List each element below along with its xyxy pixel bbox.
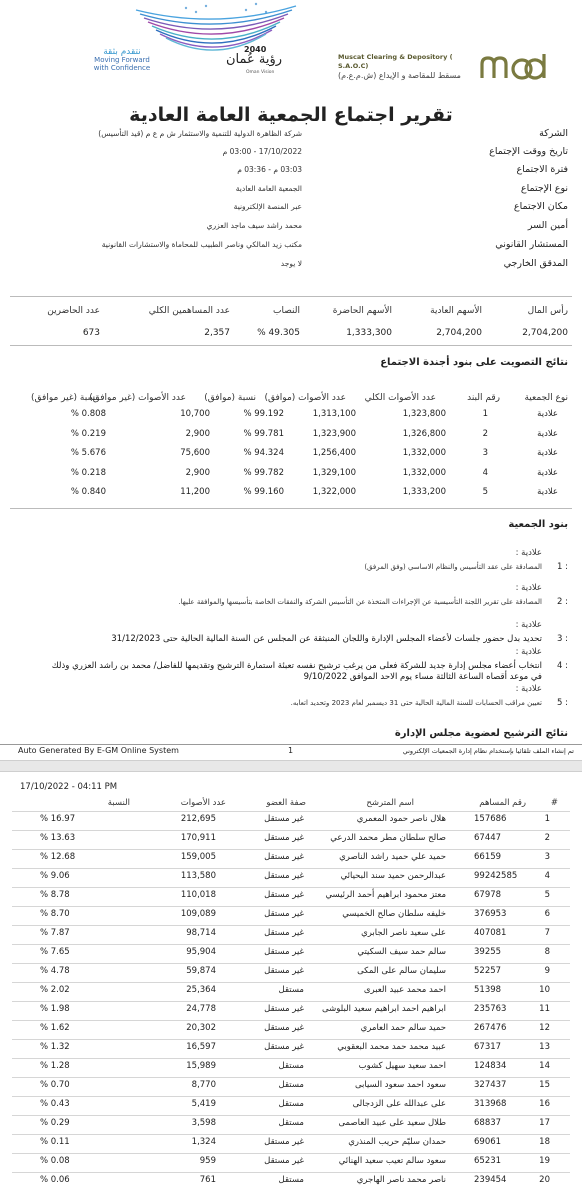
candidate-cell: غير مستقل <box>264 928 304 938</box>
item-type: علادية : <box>515 583 542 593</box>
candidate-cell: % 9.06 <box>40 871 70 881</box>
table-row-divider <box>12 1001 570 1002</box>
candidate-cell: ناصر محمد ناصر الهاجري <box>356 1175 446 1185</box>
voting-header: نسبة (موافق) <box>204 393 256 403</box>
table-row-divider <box>12 1058 570 1059</box>
candidate-cell: مستقل <box>278 985 304 995</box>
info-label: الشركة <box>539 128 568 139</box>
candidate-cell: 19 <box>539 1156 550 1166</box>
candidate-cell: % 12.68 <box>40 852 76 862</box>
voting-cell: علادية <box>537 467 558 478</box>
candidate-cell: % 0.08 <box>40 1156 70 1166</box>
item-type: علادية : <box>515 684 542 694</box>
info-label: تاريخ ووقت الإجتماع <box>489 146 568 157</box>
candidate-cell: 10 <box>539 985 550 995</box>
candidate-cell: حميد سالم حمد العامري <box>360 1023 446 1033</box>
candidate-cell: 327437 <box>474 1080 507 1090</box>
summary-header: الأسهم العادية <box>430 306 482 316</box>
vision-sub: Oman Vision <box>246 70 275 75</box>
candidate-cell: سعود احمد سعود السيابى <box>354 1080 446 1090</box>
voting-cell: 1,332,000 <box>402 467 446 478</box>
candidate-cell: % 1.62 <box>40 1023 70 1033</box>
candidate-cell: 1 <box>544 814 550 824</box>
candidate-cell: % 0.06 <box>40 1175 70 1185</box>
candidate-cell: حميد علي حميد راشد الناصري <box>339 852 446 862</box>
candidate-cell: 212,695 <box>180 814 216 824</box>
info-label: فترة الاجتماع <box>516 164 568 175</box>
candidate-cell: هلال ناصر حمود المعمري <box>356 814 446 824</box>
voting-cell: 3 <box>482 448 488 458</box>
summary-value: 2,704,200 <box>522 328 568 338</box>
candidate-cell: 2 <box>544 833 550 843</box>
voting-cell: 1,322,000 <box>312 487 356 497</box>
info-label: المدقق الخارجي <box>503 258 568 269</box>
candidate-cell: غير مستقل <box>264 947 304 957</box>
candidate-cell: % 7.87 <box>40 928 70 938</box>
item-type: علادية : <box>515 620 542 630</box>
summary-header: عدد المساهمين الكلي <box>148 306 230 316</box>
voting-cell: 2,900 <box>185 428 210 439</box>
voting-cell: علادية <box>537 428 558 439</box>
candidate-cell: % 0.43 <box>40 1099 70 1109</box>
candidate-cell: 20 <box>539 1175 550 1185</box>
candidate-cell: 3 <box>544 852 550 862</box>
report-page-2 <box>0 772 582 1200</box>
table-row-divider <box>12 830 570 831</box>
candidate-cell: احمد سعيد سهيل كشوب <box>358 1061 446 1071</box>
mcd-company-name: Muscat Clearing & Depository ( S.A.O.C) مسقط للمقاصة و الإيداع (ش.م.ع.م) <box>338 53 461 80</box>
candidate-cell: مستقل <box>278 1080 304 1090</box>
divider <box>10 508 572 509</box>
voting-cell: علادية <box>537 487 558 497</box>
candidate-cell: % 7.65 <box>40 947 70 957</box>
candidate-cell: غير مستقل <box>264 1004 304 1014</box>
summary-value: 2,704,200 <box>436 328 482 338</box>
candidate-cell: 124834 <box>474 1061 507 1071</box>
footer-generator: Auto Generated By E-GM Online System <box>18 746 179 755</box>
candidate-cell: 16 <box>539 1099 550 1109</box>
item-text: تحديد بدل حضور جلسات لأعضاء المجلس الإدارة واللجان المنبثقة عن المجلس عن السنة المالية الحالية حتى 31/12/2023 <box>111 634 542 644</box>
candidate-cell: غير مستقل <box>264 1156 304 1166</box>
voting-cell: % 99.781 <box>243 428 284 439</box>
info-value: شركة الظاهرة الدولية للتنمية والاستثمار ش م ع م (قيد التأسيس) <box>98 129 302 138</box>
vision-title: رؤية عُمان <box>226 52 283 67</box>
voting-header: عدد الأصوات (موافق) <box>264 393 346 403</box>
voting-cell: % 0.219 <box>70 428 106 439</box>
candidate-cell: 67978 <box>474 890 502 900</box>
candidate-cell: غير مستقل <box>264 814 304 824</box>
candidate-cell: 5 <box>544 890 550 900</box>
candidate-cell: غير مستقل <box>264 852 304 862</box>
summary-value: 2,357 <box>204 328 230 338</box>
info-value: 17/10/2022 - 03:00 م <box>222 147 302 156</box>
voting-cell: % 94.324 <box>243 448 284 458</box>
candidate-cell: 376953 <box>474 909 507 919</box>
table-row-divider <box>12 1039 570 1040</box>
info-value: مكتب زيد المالكي وناصر الطبيب للمحاماة والاستشارات القانونية <box>101 240 302 249</box>
info-label: أمين السر <box>527 220 568 231</box>
candidate-cell: 16,597 <box>186 1042 216 1052</box>
candidate-cell: 15,989 <box>186 1061 216 1071</box>
summary-header: الأسهم الحاضرة <box>332 306 392 316</box>
item-number: 3 : <box>557 634 568 644</box>
info-value: محمد راشد سيف ماجد العزري <box>206 221 302 230</box>
candidate-cell: 51398 <box>474 985 502 995</box>
candidate-cell: سالم حمد سيف السكيتي <box>357 947 446 957</box>
candidate-cell: مستقل <box>278 1061 304 1071</box>
candidate-cell: مستقل <box>278 1118 304 1128</box>
candidate-cell: % 4.78 <box>40 966 70 976</box>
voting-cell: 10,700 <box>180 409 210 419</box>
candidate-cell: غير مستقل <box>264 909 304 919</box>
divider <box>10 345 572 346</box>
candidate-cell: 407081 <box>474 928 507 938</box>
candidate-cell: على عبدالله على الزدجالى <box>352 1099 446 1109</box>
page-footer <box>0 744 582 758</box>
candidate-cell: 11 <box>539 1004 550 1014</box>
candidate-cell: معتز محمود ابراهيم أحمد الرئيسي <box>325 890 446 900</box>
voting-cell: % 0.840 <box>70 487 106 497</box>
voting-title: نتائج التصويت على بنود أجندة الاجتماع <box>380 357 568 368</box>
table-row-divider <box>12 868 570 869</box>
voting-cell: 11,200 <box>180 487 210 497</box>
candidate-cell: 99242585 <box>474 871 518 881</box>
candidates-header: # <box>550 798 558 808</box>
candidate-cell: 25,364 <box>186 985 216 995</box>
report-title: تقرير اجتماع الجمعية العامة العادية <box>129 104 453 126</box>
candidate-cell: 9 <box>544 966 550 976</box>
voting-cell: علادية <box>537 409 558 419</box>
candidates-header: اسم المترشح <box>366 798 414 808</box>
voting-cell: 1,323,800 <box>402 409 446 419</box>
footer-page-number: 1 <box>288 746 294 755</box>
candidate-cell: 67447 <box>474 833 502 843</box>
candidate-cell: 12 <box>539 1023 550 1033</box>
table-row-divider <box>12 811 570 812</box>
info-value: لا يوجد <box>280 259 302 268</box>
items-title: بنود الجمعية <box>508 519 568 530</box>
voting-cell: 4 <box>482 467 488 478</box>
item-text: انتخاب أعضاء مجلس إدارة جديد للشركة فعلى من يرغب ترشيح نفسه تعبئة استمارة الترشيح وتقديمها للفاضل/ محمد بن راشد العزري وذلك في موعد أقصاه الساعة الثالثة مساء يوم الاحد الموافق 9/10/2022 <box>51 661 542 682</box>
page-separator <box>0 760 582 772</box>
vision-tagline: نتقدم بثقة Moving Forward with Confidence <box>93 47 151 72</box>
voting-header: نسبة (غير موافق) <box>31 393 98 403</box>
info-value: الجمعية العامة العادية <box>235 184 302 193</box>
candidate-cell: 13 <box>539 1042 550 1052</box>
candidate-cell: 159,005 <box>180 852 216 862</box>
candidate-cell: 959 <box>199 1156 216 1166</box>
summary-header: عدد الحاضرين <box>47 306 100 316</box>
candidate-cell: ابراهيم احمد ابراهيم سعيد البلوشى <box>322 1004 446 1014</box>
summary-header: رأس المال <box>527 306 568 316</box>
mcd-logo <box>478 52 550 84</box>
candidate-cell: % 1.32 <box>40 1042 70 1052</box>
voting-header: عدد الأصوات الكلي <box>364 393 436 403</box>
candidates-header: عدد الأصوات <box>180 798 226 808</box>
candidate-cell: سعود سالم تعيب سعيد الهنائي <box>338 1156 446 1166</box>
candidate-cell: 66159 <box>474 852 502 862</box>
candidate-cell: 4 <box>544 871 550 881</box>
candidate-cell: 39255 <box>474 947 502 957</box>
table-row-divider <box>12 1134 570 1135</box>
candidate-cell: مستقل <box>278 1175 304 1185</box>
voting-cell: % 99.192 <box>243 409 284 419</box>
candidate-cell: 1,324 <box>191 1137 216 1147</box>
candidate-cell: 17 <box>539 1118 550 1128</box>
candidate-cell: غير مستقل <box>264 890 304 900</box>
table-row-divider <box>12 1172 570 1173</box>
item-number: 1 : <box>557 562 568 572</box>
footer-note: تم إنشاء الملف تلقائيا بإستخدام نظام إدارة الجمعيات الإلكتروني <box>402 747 574 755</box>
candidate-cell: 52257 <box>474 966 502 976</box>
item-type: علادية : <box>515 647 542 657</box>
candidate-cell: عبيد محمد حمد محمد البعقوبي <box>337 1042 446 1052</box>
candidate-cell: 239454 <box>474 1175 507 1185</box>
board-results-title: نتائج الترشيح لعضوية مجلس الإدارة <box>394 728 568 739</box>
info-value: 03:03 م - 03:36 م <box>237 165 302 174</box>
candidate-cell: % 2.02 <box>40 985 70 995</box>
table-row-divider <box>12 1153 570 1154</box>
candidate-cell: صالح سلطان مطر محمد الدرعي <box>330 833 446 843</box>
info-label: المستشار القانوني <box>495 239 568 250</box>
candidate-cell: 170,911 <box>180 833 216 843</box>
voting-cell: % 99.160 <box>243 487 284 497</box>
voting-cell: 2,900 <box>185 467 210 478</box>
candidate-cell: طلال سعيد على عبيد العاصمى <box>338 1118 446 1128</box>
voting-header: عدد الأصوات (غير موافق) <box>89 393 186 403</box>
table-row-divider <box>12 963 570 964</box>
candidate-cell: % 16.97 <box>40 814 76 824</box>
candidate-cell: غير مستقل <box>264 1023 304 1033</box>
item-text: المصادقة على تقرير اللجنة التأسيسية عن الإجراءات المتخذة عن التأسيس الشركة والنفقات الخاصة بتأسيسها والموافقة عليها. <box>178 598 542 606</box>
candidate-cell: 7 <box>544 928 550 938</box>
voting-cell: 1,329,100 <box>312 467 356 478</box>
voting-cell: 1,313,100 <box>312 409 356 419</box>
candidate-cell: % 0.29 <box>40 1118 70 1128</box>
candidate-cell: 110,018 <box>180 890 216 900</box>
item-type: علادية : <box>515 548 542 558</box>
voting-cell: % 0.218 <box>70 467 106 478</box>
item-text: المصادقة على عقد التأسيس والنظام الاساسي (وفق المرفق) <box>364 563 542 571</box>
candidate-cell: احمد محمد عبيد العبرى <box>363 985 446 995</box>
voting-cell: 1,333,200 <box>402 487 446 497</box>
table-row-divider <box>12 906 570 907</box>
candidate-cell: 235763 <box>474 1004 507 1014</box>
candidates-header: رقم المساهم <box>479 798 526 808</box>
candidate-cell: 98,714 <box>186 928 216 938</box>
table-row-divider <box>12 925 570 926</box>
candidate-cell: 24,778 <box>186 1004 216 1014</box>
candidate-cell: 113,580 <box>180 871 216 881</box>
candidate-cell: 59,874 <box>186 966 216 976</box>
item-number: 2 : <box>557 597 568 607</box>
candidate-cell: 15 <box>539 1080 550 1090</box>
voting-cell: 1,323,900 <box>312 428 356 439</box>
candidate-cell: % 1.28 <box>40 1061 70 1071</box>
summary-value: 673 <box>82 328 100 338</box>
candidate-cell: 8,770 <box>191 1080 216 1090</box>
item-number: 5 : <box>557 698 568 708</box>
candidate-cell: % 8.70 <box>40 909 70 919</box>
candidate-cell: 67317 <box>474 1042 502 1052</box>
candidate-cell: 68837 <box>474 1118 502 1128</box>
table-row-divider <box>12 1077 570 1078</box>
candidate-cell: 69061 <box>474 1137 502 1147</box>
summary-header: النصاب <box>273 306 300 316</box>
candidate-cell: % 8.78 <box>40 890 70 900</box>
item-text: تعيين مراقب الحسابات للسنة المالية الحالية حتى 31 ديسمبر لعام 2023 وتحديد اتعابه. <box>290 699 542 707</box>
voting-header: نوع الجمعية <box>524 393 568 403</box>
candidate-cell: غير مستقل <box>264 966 304 976</box>
candidate-cell: مستقل <box>278 1099 304 1109</box>
voting-cell: علادية <box>537 448 558 458</box>
candidate-cell: % 1.98 <box>40 1004 70 1014</box>
candidate-cell: غير مستقل <box>264 833 304 843</box>
candidate-cell: سليمان سالم على المكى <box>357 966 446 976</box>
candidates-header: صفة العضو <box>266 798 306 808</box>
candidate-cell: 5,419 <box>191 1099 216 1109</box>
voting-cell: 75,600 <box>180 448 210 458</box>
table-row-divider <box>12 982 570 983</box>
candidate-cell: 313968 <box>474 1099 507 1109</box>
table-row-divider <box>12 1096 570 1097</box>
voting-cell: 5 <box>482 487 488 497</box>
candidate-cell: غير مستقل <box>264 871 304 881</box>
candidate-cell: 157686 <box>474 814 507 824</box>
voting-cell: 1,332,000 <box>402 448 446 458</box>
candidate-cell: عبدالرحمن حميد سند البحيائي <box>340 871 446 881</box>
voting-cell: 1,256,400 <box>312 448 356 458</box>
candidate-cell: 18 <box>539 1137 550 1147</box>
item-number: 4 : <box>557 661 568 671</box>
info-value: عبر المنصة الإلكترونية <box>233 202 302 211</box>
candidate-cell: خليفه سلطان صالح الخميسي <box>342 909 446 919</box>
candidate-cell: غير مستقل <box>264 1042 304 1052</box>
table-row-divider <box>12 1115 570 1116</box>
candidate-cell: 109,089 <box>180 909 216 919</box>
info-label: نوع الإجتماع <box>520 183 568 194</box>
voting-cell: % 5.676 <box>70 448 106 458</box>
candidate-cell: % 0.11 <box>40 1137 70 1147</box>
table-row-divider <box>12 849 570 850</box>
candidate-cell: على سعيد ناصر الجابري <box>361 928 446 938</box>
candidate-cell: 8 <box>544 947 550 957</box>
table-row-divider <box>12 944 570 945</box>
candidate-cell: 65231 <box>474 1156 502 1166</box>
candidate-cell: 267476 <box>474 1023 507 1033</box>
voting-cell: % 0.808 <box>70 409 106 419</box>
table-row-divider <box>12 1020 570 1021</box>
candidate-cell: 3,598 <box>191 1118 216 1128</box>
candidate-cell: 761 <box>199 1175 216 1185</box>
table-row-divider <box>12 887 570 888</box>
candidate-cell: 6 <box>544 909 550 919</box>
candidate-cell: % 13.63 <box>40 833 76 843</box>
voting-header: رقم البند <box>467 393 500 403</box>
candidate-cell: 14 <box>539 1061 550 1071</box>
print-datetime: 17/10/2022 - 04:11 PM <box>20 782 118 792</box>
candidate-cell: حمدان سليّم حريب المنذري <box>348 1137 446 1147</box>
summary-value: % 49.305 <box>257 328 300 338</box>
candidate-cell: 95,904 <box>186 947 216 957</box>
voting-cell: 2 <box>482 428 488 439</box>
voting-cell: % 99.782 <box>243 467 284 478</box>
voting-cell: 1 <box>482 409 488 419</box>
divider <box>10 296 572 297</box>
voting-cell: 1,326,800 <box>402 428 446 439</box>
candidate-cell: 20,302 <box>186 1023 216 1033</box>
summary-value: 1,333,300 <box>346 328 392 338</box>
info-label: مكان الاجتماع <box>513 201 568 212</box>
candidate-cell: غير مستقل <box>264 1137 304 1147</box>
vision-year: 2040 <box>244 45 267 54</box>
candidates-header: النسبة <box>107 798 130 808</box>
candidate-cell: % 0.70 <box>40 1080 70 1090</box>
